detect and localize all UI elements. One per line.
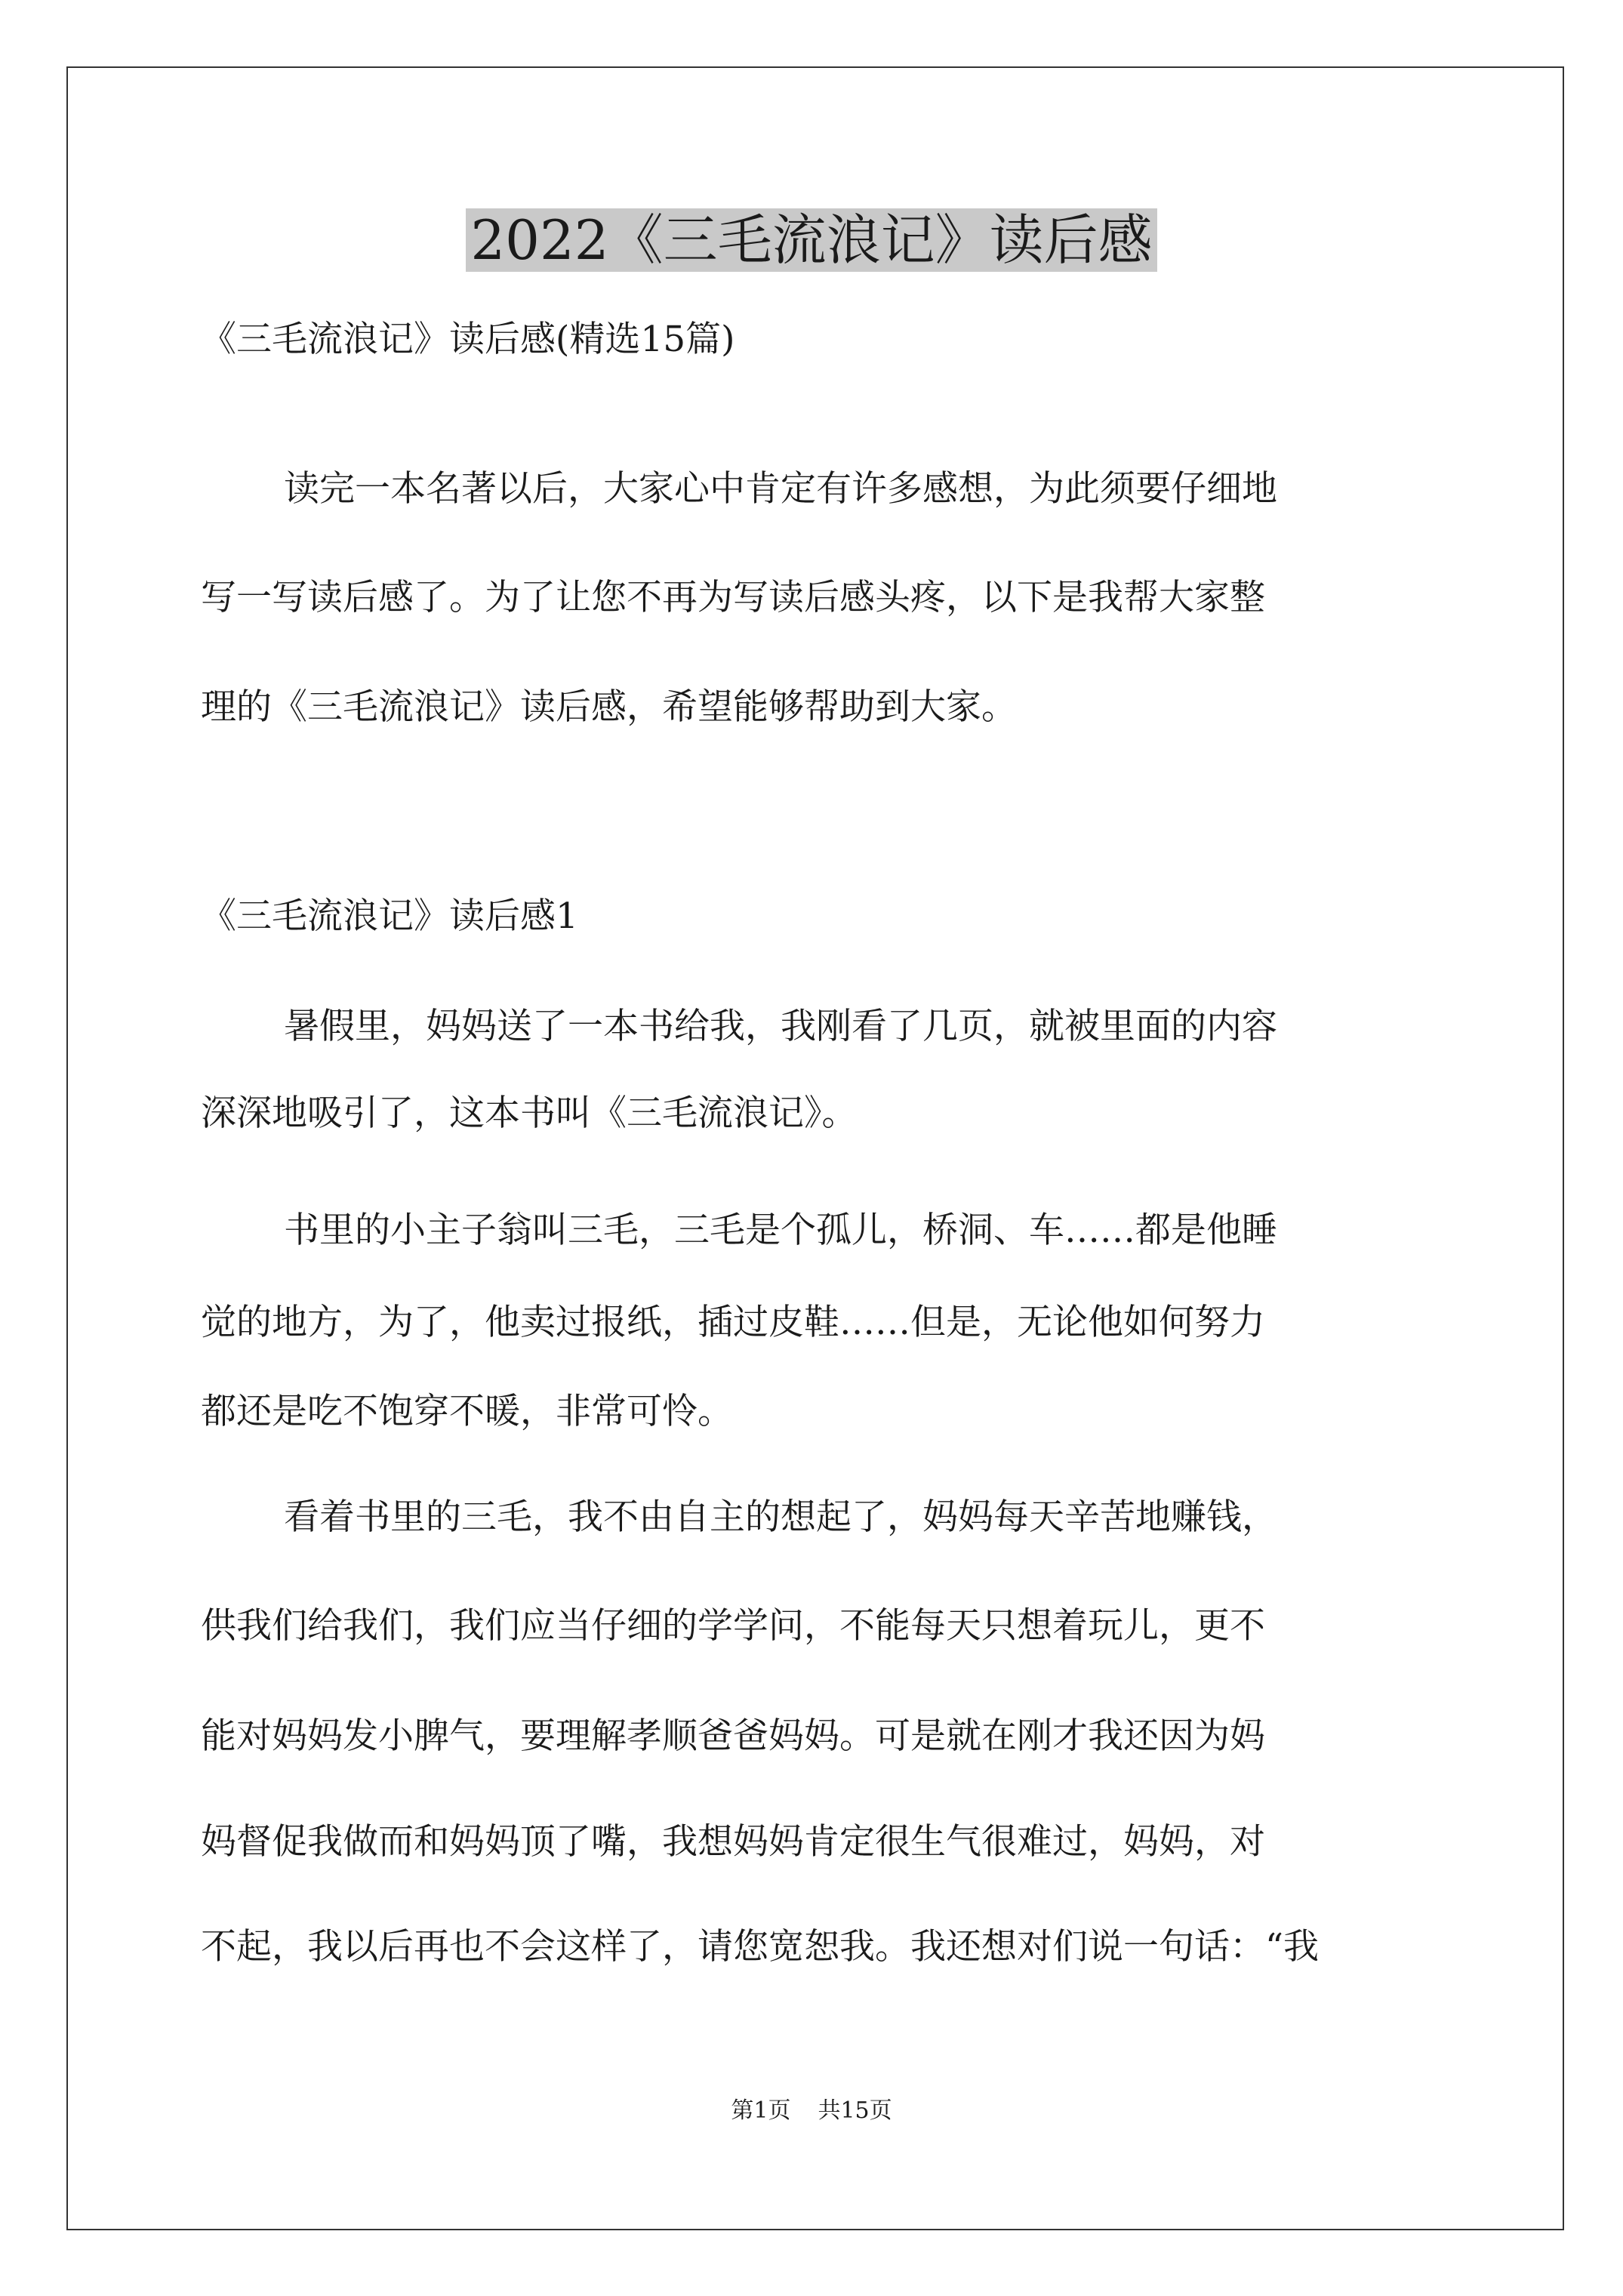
paragraph-line: 看着书里的三毛，我不由自主的想起了，妈妈每天辛苦地赚钱， <box>284 1496 1277 1538</box>
paragraph-line: 觉的地方，为了，他卖过报纸，插过皮鞋……但是，无论他如何努力 <box>201 1302 1265 1343</box>
intro-line: 理的《三毛流浪记》读后感，希望能够帮助到大家。 <box>201 686 1017 728</box>
paragraph-line: 妈督促我做而和妈妈顶了嘴，我想妈妈肯定很生气很难过，妈妈，对 <box>201 1821 1265 1863</box>
paragraph-line: 都还是吃不饱穿不暖，非常可怜。 <box>201 1391 733 1432</box>
paragraph-line: 暑假里，妈妈送了一本书给我，我刚看了几页，就被里面的内容 <box>284 1006 1277 1047</box>
intro-line: 读完一本名著以后，大家心中肯定有许多感想，为此须要仔细地 <box>284 468 1277 510</box>
page-footer <box>0 2094 1623 2128</box>
document-title: 2022《三毛流浪记》读后感 <box>0 202 1623 278</box>
page-total: 共15页 <box>818 2097 892 2124</box>
intro-line: 写一写读后感了。为了让您不再为写读后感头疼，以下是我帮大家整 <box>201 577 1265 618</box>
section-heading: 《三毛流浪记》读后感1 <box>201 895 578 937</box>
paragraph-line: 供我们给我们，我们应当仔细的学学问，不能每天只想着玩儿，更不 <box>201 1605 1265 1647</box>
paragraph-line: 不起，我以后再也不会这样了，请您宽恕我。我还想对们说一句话：“我 <box>201 1926 1320 1968</box>
paragraph-line: 书里的小主子翁叫三毛，三毛是个孤儿，桥洞、车……都是他睡 <box>284 1210 1277 1251</box>
paragraph-line: 能对妈妈发小脾气，要理解孝顺爸爸妈妈。可是就在刚才我还因为妈 <box>201 1715 1265 1757</box>
page-number: 第1页 <box>731 2097 791 2124</box>
document-subtitle: 《三毛流浪记》读后感(精选15篇) <box>201 319 735 360</box>
paragraph-line: 深深地吸引了，这本书叫《三毛流浪记》。 <box>201 1093 858 1134</box>
page-border <box>66 66 1564 2230</box>
